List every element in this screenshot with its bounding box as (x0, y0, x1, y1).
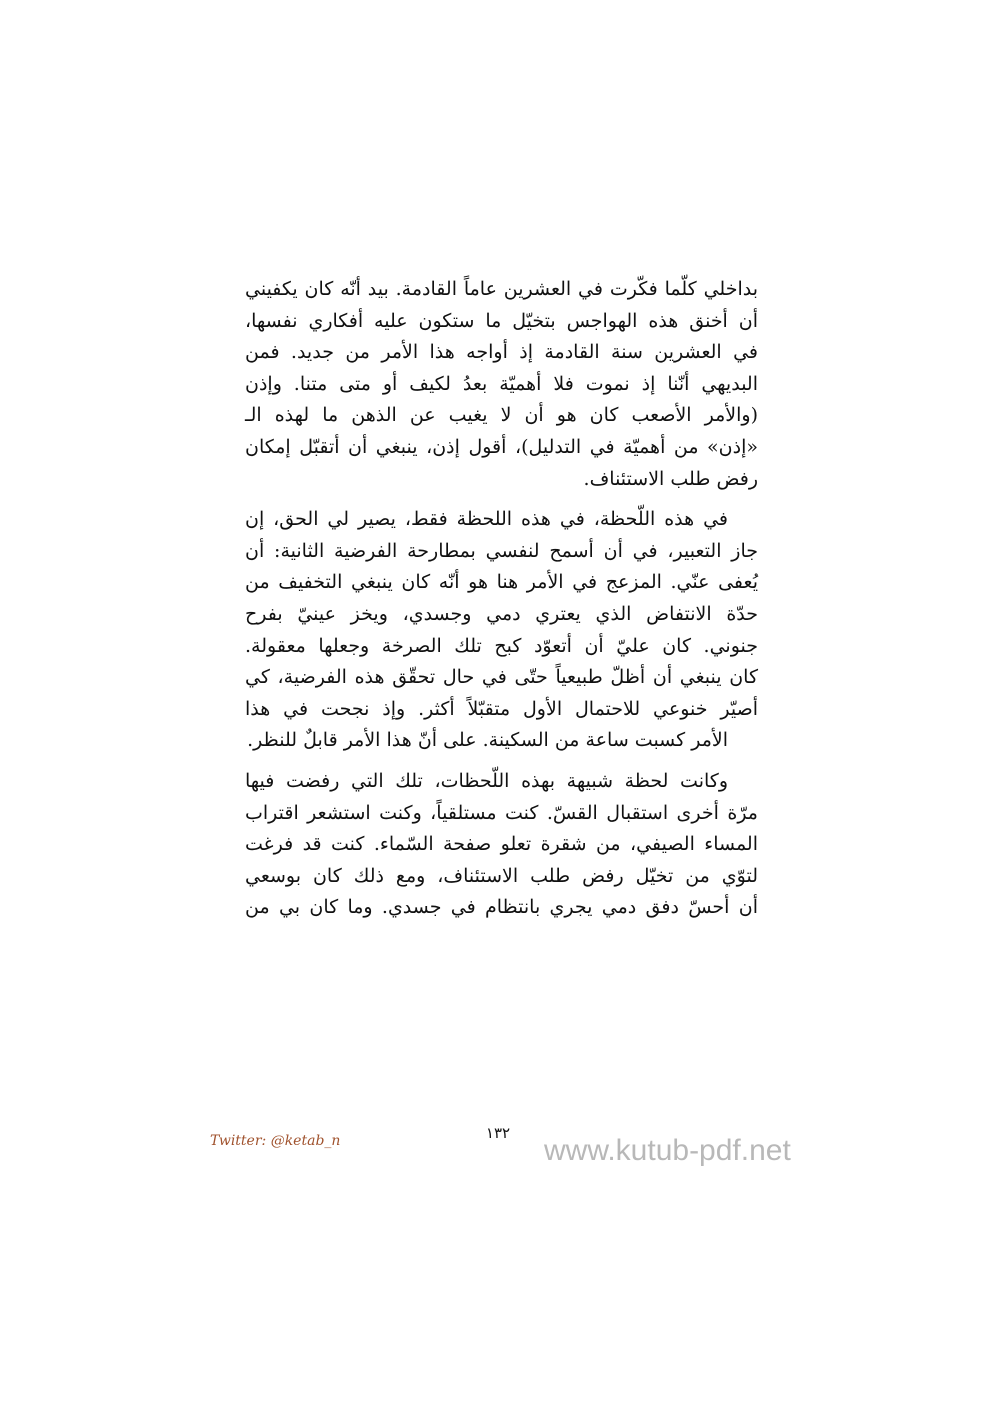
text-line: جاز التعبير، في أن أسمح لنفسي بمطارحة الفرضية الثانية: أن (245, 539, 758, 562)
paragraph-3 (245, 766, 758, 924)
text-line: في هذه اللّحظة، في هذه اللحظة فقط، يصير لي الحق، إن (245, 508, 728, 531)
text-line: في العشرين سنة القادمة إذ أواجه هذا الأمر من جديد. فمن (245, 341, 758, 364)
text-line: جنوني. كان عليّ أن أتعوّد كبح تلك الصرخة وجعلها معقولة. (245, 634, 758, 657)
paragraph-2 (245, 504, 758, 757)
text-line: وكانت لحظة شبيهة بهذه اللّحظات، تلك التي رفضت فيها (245, 769, 728, 792)
text-line: أن أخنق هذه الهواجس بتخيّل ما ستكون عليه أفكاري نفسها، (245, 309, 758, 332)
text-line: (والأمر الأصعب كان هو أن لا يغيب عن الذهن ما لهذه الـ (245, 404, 758, 427)
text-line: يُعفى عنّي. المزعج في الأمر هنا هو أنّه كان ينبغي التخفيف من (245, 571, 758, 594)
paragraph-1 (245, 274, 758, 495)
text-line: بداخلي كلّما فكّرت في العشرين عاماً القادمة. بيد أنّه كان يكفيني (245, 278, 758, 300)
text-line: حدّة الانتفاض الذي يعتري دمي وجسدي، ويخز عينيّ بفرح (245, 602, 758, 625)
text-line: مرّة أخرى استقبال القسّ. كنت مستلقياً، وكنت استشعر اقتراب (245, 801, 758, 824)
page-number: ١٣٢ (485, 1124, 511, 1142)
text-line: «إذن» من أهميّة في التدليل)، أقول إذن، ينبغي أن أتقبّل إمكان (245, 435, 758, 458)
text-line: كان ينبغي أن أظلّ طبيعياً حتّى في حال تحقّق هذه الفرضية، كي (245, 666, 758, 689)
text-line: لتوّي من تخيّل رفض طلب الاستئناف، ومع ذلك كان بوسعي (245, 864, 758, 887)
watermark-url: www.kutub-pdf.net (544, 1134, 791, 1167)
text-line: أن أحسّ دفق دمي يجري بانتظام في جسدي. وما كان بي من (245, 896, 758, 919)
text-line: رفض طلب الاستئناف. (583, 467, 758, 490)
text-line: المساء الصيفي، من شقرة تعلو صفحة السّماء. كنت قد فرغت (245, 833, 758, 856)
body-text (245, 274, 758, 924)
text-line: الأمر كسبت ساعة من السكينة. على أنّ هذا الأمر قابلٌ للنظر. (247, 729, 728, 752)
text-line: البديهي أنّنا إذ نموت فلا أهميّة بعدُ لكيف أو متى متنا. وإذن (245, 372, 758, 395)
twitter-handle: Twitter: @ketab_n (210, 1133, 341, 1149)
text-line: أصيّر خنوعي للاحتمال الأول متقبّلاً أكثر. وإذ نجحت في هذا (245, 697, 758, 720)
